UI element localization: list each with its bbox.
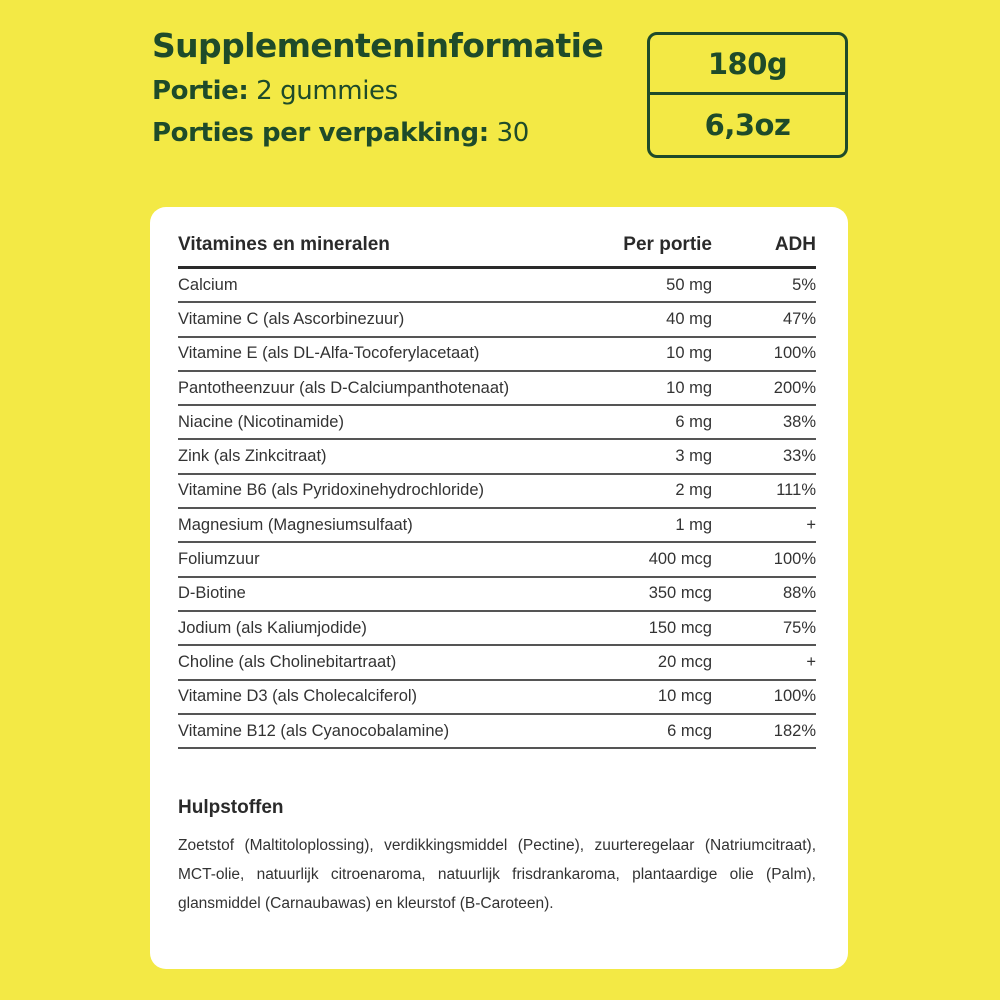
table-row <box>178 338 816 372</box>
servings-per-container-value: 30 <box>488 118 529 148</box>
table-row <box>178 543 816 577</box>
nutrient-name: Jodium (als Kaliumjodide) <box>178 618 367 637</box>
serving-size-value: 2 gummies <box>248 76 398 106</box>
table-header <box>178 207 816 269</box>
column-header-per-serving: Per portie <box>623 234 712 255</box>
nutrient-amount: 150 mcg <box>648 618 712 637</box>
table-row <box>178 372 816 406</box>
nutrient-adh: + <box>806 652 816 671</box>
nutrient-name: Zink (als Zinkcitraat) <box>178 447 327 466</box>
nutrient-adh: 100% <box>773 550 816 569</box>
servings-per-container-label: Porties per verpakking: <box>152 118 489 148</box>
nutrient-name: Choline (als Cholinebitartraat) <box>178 652 397 671</box>
nutrient-amount: 350 mcg <box>648 584 712 603</box>
table-row <box>178 646 816 680</box>
nutrient-amount: 6 mg <box>675 412 712 431</box>
table-row <box>178 440 816 474</box>
nutrient-name: Niacine (Nicotinamide) <box>178 412 344 431</box>
nutrient-amount: 20 mcg <box>657 652 712 671</box>
net-weight-ounces: 6,3oz <box>704 108 791 142</box>
net-weight-box <box>647 32 848 158</box>
nutrient-name: Calcium <box>178 275 238 294</box>
nutrient-name: Pantotheenzuur (als D-Calciumpanthotenaat) <box>178 378 510 397</box>
nutrient-amount: 50 mg <box>666 275 712 294</box>
nutrient-name: Vitamine E (als DL-Alfa-Tocoferylacetaat) <box>178 344 480 363</box>
nutrient-amount: 400 mcg <box>648 550 712 569</box>
nutrient-adh: 111% <box>776 481 816 500</box>
table-row <box>178 303 816 337</box>
nutrient-amount: 10 mg <box>666 344 712 363</box>
table-body <box>178 269 816 749</box>
nutrient-name: D-Biotine <box>178 584 246 603</box>
table-row <box>178 612 816 646</box>
net-weight-grams: 180g <box>650 35 845 95</box>
nutrient-amount: 2 mg <box>675 481 712 500</box>
serving-size <box>152 70 603 112</box>
nutrient-adh: 182% <box>773 721 816 740</box>
nutrient-amount: 1 mg <box>675 515 712 534</box>
nutrient-adh: 200% <box>773 378 816 397</box>
serving-size-label: Portie: <box>152 76 249 106</box>
table-row <box>178 475 816 509</box>
nutrient-adh: 100% <box>773 687 816 706</box>
nutrient-adh: 75% <box>782 618 816 637</box>
nutrient-amount: 10 mg <box>666 378 712 397</box>
servings-per-container <box>152 112 603 154</box>
nutrition-card <box>150 207 848 969</box>
nutrient-amount: 3 mg <box>675 447 712 466</box>
excipients-text: Zoetstof (Maltitoloplossing), verdikkingsmiddel (Pectine), zuurteregelaar (Natriumcitraat), MCT-olie, natuurlijk citroenaroma, natuurlijk frisdrankaroma, plantaardige olie (Palm), glansmiddel (Carnaubawas) en kleurstof (B-Caroteen). <box>178 837 816 913</box>
nutrient-name: Foliumzuur <box>178 550 260 569</box>
table-row <box>178 509 816 543</box>
supplement-header <box>152 22 603 154</box>
table-row <box>178 406 816 440</box>
nutrient-adh: + <box>806 515 816 534</box>
table-row <box>178 681 816 715</box>
nutrient-adh: 38% <box>782 412 816 431</box>
table-row <box>178 715 816 749</box>
nutrient-amount: 10 mcg <box>657 687 712 706</box>
nutrient-name: Vitamine B12 (als Cyanocobalamine) <box>178 721 450 740</box>
nutrient-amount: 6 mcg <box>667 721 712 740</box>
page-title: Supplementeninformatie <box>152 26 604 65</box>
column-header-nutrient: Vitamines en mineralen <box>178 234 390 255</box>
column-header-adh: ADH <box>774 234 816 255</box>
nutrient-name: Vitamine D3 (als Cholecalciferol) <box>178 687 418 706</box>
table-row <box>178 578 816 612</box>
nutrient-name: Vitamine C (als Ascorbinezuur) <box>178 309 405 328</box>
table-row <box>178 269 816 303</box>
nutrient-adh: 88% <box>782 584 816 603</box>
nutrient-name: Vitamine B6 (als Pyridoxinehydrochloride) <box>178 481 485 500</box>
nutrient-amount: 40 mg <box>666 309 712 328</box>
nutrient-adh: 100% <box>773 344 816 363</box>
nutrient-name: Magnesium (Magnesiumsulfaat) <box>178 515 413 534</box>
excipients-title: Hulpstoffen <box>178 797 284 819</box>
nutrient-adh: 5% <box>792 275 816 294</box>
nutrient-adh: 47% <box>782 309 816 328</box>
nutrient-adh: 33% <box>782 447 816 466</box>
